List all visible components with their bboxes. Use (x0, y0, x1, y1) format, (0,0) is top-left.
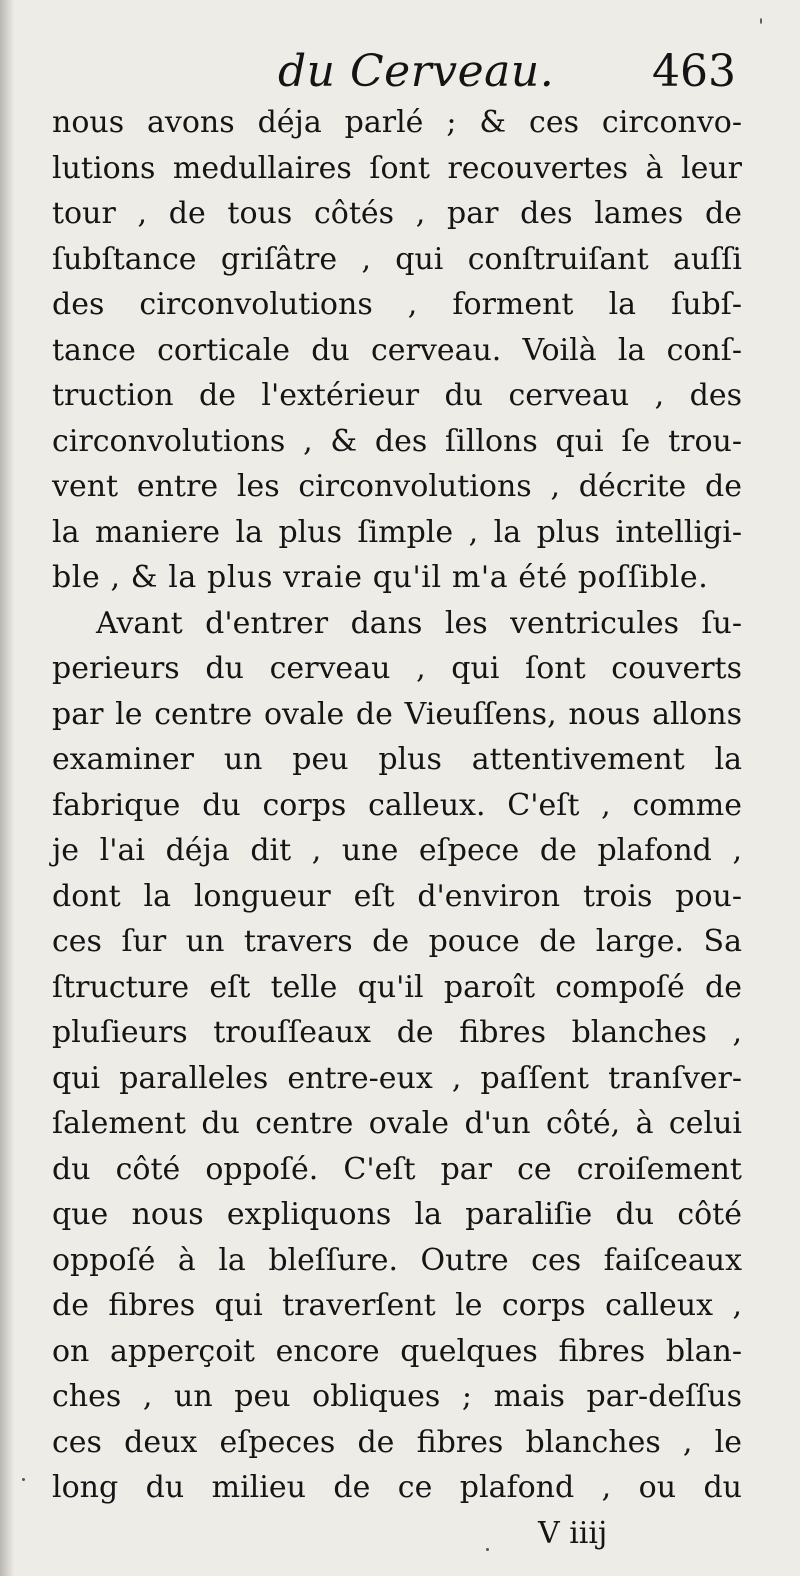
paragraph-first-line: Avant d'entrer dans les ventricules ſu- (96, 605, 742, 641)
text-line: par le centre ovale de Vieuſſens, nous allons (52, 696, 742, 732)
text-line: que nous expliquons la paraliſie du côté (52, 1197, 742, 1232)
text-line: de fibres qui traverſent le corps calleux , (52, 1288, 742, 1323)
text-line: ſalement du centre ovale d'un côté, à celui (52, 1106, 742, 1141)
text-line: nous avons déja parlé ; & ces circonvo- (52, 105, 742, 140)
ink-speck (760, 18, 762, 24)
text-line: vent entre les circonvolutions , décrite de (52, 469, 742, 504)
text-line: la maniere la plus ſimple , la plus intelligi- (52, 514, 742, 550)
text-line: tance corticale du cerveau. Voilà la conſ- (52, 332, 742, 368)
text-line: on apperçoit encore quelques fibres blan- (52, 1333, 742, 1369)
text-line: truction de l'extérieur du cerveau , des (52, 378, 742, 413)
text-line: examiner un peu plus attentivement la (52, 742, 742, 777)
running-title: du Cerveau. (278, 46, 555, 97)
text-line: tour , de tous côtés , par des lames de (52, 196, 742, 231)
text-line: des circonvolutions , forment la ſubſ- (52, 287, 742, 322)
text-line: ches , un peu obliques ; mais par-deſſus (52, 1379, 742, 1414)
text-line: ſubſtance griſâtre , qui conſtruiſant auſſi (52, 241, 742, 277)
text-line: dont la longueur eſt d'environ trois pou- (52, 878, 742, 914)
page-number: 463 (652, 46, 736, 97)
text-line: oppoſé à la bleſſure. Outre ces faiſceaux (52, 1242, 742, 1278)
text-line: je l'ai déja dit , une eſpece de plafond , (52, 833, 742, 868)
paragraph-last-line: ble , & la plus vraie qu'il m'a été poſſible. (52, 560, 709, 595)
text-line: ces deux eſpeces de fibres blanches , le (52, 1424, 742, 1460)
text-line: pluſieurs trouſſeaux de fibres blanches , (52, 1015, 742, 1050)
text-line: perieurs du cerveau , qui ſont couverts (52, 651, 742, 686)
text-line: ces ſur un travers de pouce de large. Sa (52, 924, 742, 959)
text-line: circonvolutions , & des ſillons qui ſe trou- (52, 423, 742, 459)
body-text (52, 100, 742, 1511)
signature-mark: V iiij (538, 1516, 608, 1551)
text-line: fabrique du corps calleux. C'eſt , comme (52, 787, 742, 823)
text-line: ſtructure eſt telle qu'il paroît compoſé de (52, 969, 742, 1005)
running-head (0, 44, 800, 104)
text-line: lutions medullaires ſont recouvertes à leur (52, 150, 742, 186)
text-line: qui paralleles entre-eux , paſſent tranſver- (52, 1060, 742, 1096)
ink-speck (22, 1478, 25, 1481)
ink-speck (486, 1548, 489, 1551)
text-line: long du milieu de ce plafond , ou du (52, 1470, 742, 1505)
text-line: du côté oppoſé. C'eſt par ce croiſement (52, 1151, 742, 1187)
